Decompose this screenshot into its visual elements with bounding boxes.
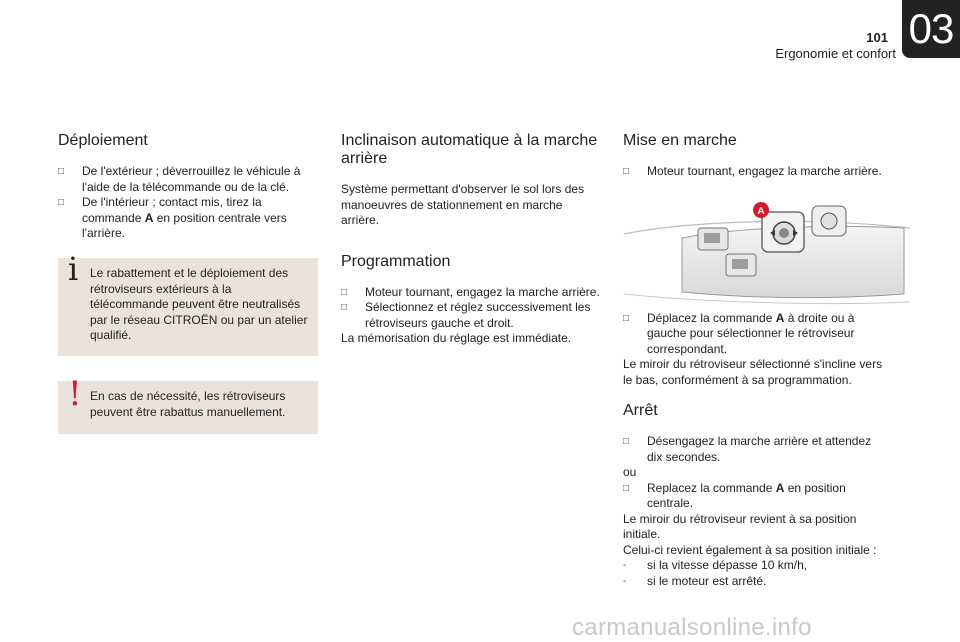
heading-programmation: Programmation	[341, 252, 451, 270]
warning-note	[58, 374, 318, 434]
paragraph: Système permettant d'observer le sol lors des manoeuvres de stationnement en marche arrière.	[341, 182, 585, 227]
paragraph: La mémorisation du réglage est immédiate.	[341, 331, 572, 345]
bullet-text: Désengagez la marche arrière et attendez dix secondes.	[647, 434, 872, 464]
warning-note-text: En cas de nécessité, les rétroviseurs peuvent être rabattus manuellement.	[90, 389, 286, 419]
list-item	[341, 285, 601, 301]
bullet-icon: □	[341, 302, 348, 313]
text-part: Déplacez la commande	[647, 310, 776, 325]
list-item	[623, 164, 883, 180]
mirror-knob-center	[779, 228, 789, 238]
bullet-icon: □	[341, 286, 348, 298]
list-item	[341, 300, 601, 331]
column-deploiement	[58, 132, 316, 242]
list-item	[623, 558, 883, 574]
bullet-text	[647, 311, 883, 358]
bullet-icon: □	[623, 436, 630, 447]
info-note	[58, 250, 318, 356]
paragraph: ou	[623, 465, 637, 479]
info-icon: i	[68, 250, 79, 288]
list-item	[58, 164, 316, 195]
bullet-text: Moteur tournant, engagez la marche arrière.	[365, 284, 600, 299]
paragraph: Le miroir du rétroviseur sélectionné s'incline vers le bas, conformément à sa programmation.	[623, 357, 883, 387]
bullet-icon: □	[58, 197, 65, 208]
page-number: 101	[866, 30, 888, 45]
chapter-tab: 03	[902, 0, 960, 58]
control-label: A	[775, 480, 785, 495]
warning-icon: !	[68, 374, 82, 414]
list-item	[623, 434, 883, 465]
mirror-adjust-knob	[821, 213, 837, 229]
bullet-icon: □	[58, 166, 65, 177]
bullet-icon: □	[623, 166, 630, 177]
bullet-text: De l'extérieur ; déverrouillez le véhicule à l'aide de la télécommande ou de la clé.	[82, 164, 301, 194]
text-part: Replacez la commande	[647, 480, 776, 495]
list-item	[623, 311, 883, 358]
section-title: Ergonomie et confort	[775, 46, 896, 61]
label-a-text: A	[757, 206, 765, 217]
text-part: à droite ou à gauche pour sélectionner le rétroviseur correspondant.	[647, 310, 855, 356]
heading-inclinaison: Inclinaison automatique à la marche arrière	[341, 132, 598, 167]
bullet-text: si le moteur est arrêté.	[647, 573, 767, 588]
text-part: en position centrale.	[647, 480, 846, 510]
bullet-text: si la vitesse dépasse 10 km/h,	[647, 558, 808, 572]
window-switch-top	[732, 259, 748, 269]
bullet-text: Sélectionnez et réglez successivement les rétroviseurs gauche et droit.	[365, 300, 591, 330]
dash-icon: -	[623, 560, 627, 571]
heading-mise-en-marche: Mise en marche	[623, 132, 737, 149]
list-item	[623, 574, 883, 590]
text-part: en position centrale vers l'arrière.	[82, 210, 287, 240]
bullet-icon: □	[623, 482, 630, 494]
mirror-control-illustration	[622, 198, 912, 310]
bullet-text	[82, 195, 316, 242]
control-label: A	[775, 310, 785, 325]
bullet-icon: □	[623, 312, 630, 324]
heading-arret: Arrêt	[623, 402, 658, 419]
paragraph: Le miroir du rétroviseur revient à sa position initiale.	[623, 511, 857, 541]
list-item	[623, 481, 883, 512]
control-label: A	[144, 210, 154, 225]
info-note-text: Le rabattement et le déploiement des rétroviseurs extérieurs à la télécommande peuvent être neutralisés par le réseau CITROËN ou par un atelier qualifié.	[90, 266, 308, 342]
dash-icon: -	[623, 575, 627, 587]
watermark: carmanualsonline.info	[572, 614, 812, 641]
bullet-text	[647, 481, 883, 512]
bullet-text: Moteur tournant, engagez la marche arrière.	[647, 164, 882, 178]
paragraph: Celui-ci revient également à sa position initiale :	[623, 542, 877, 557]
column-inclinaison	[341, 132, 601, 347]
text-part: De l'intérieur ; contact mis, tirez la commande	[82, 195, 262, 225]
window-switch-top	[704, 233, 720, 243]
list-item	[58, 195, 316, 242]
heading-deploiement: Déploiement	[58, 132, 148, 149]
